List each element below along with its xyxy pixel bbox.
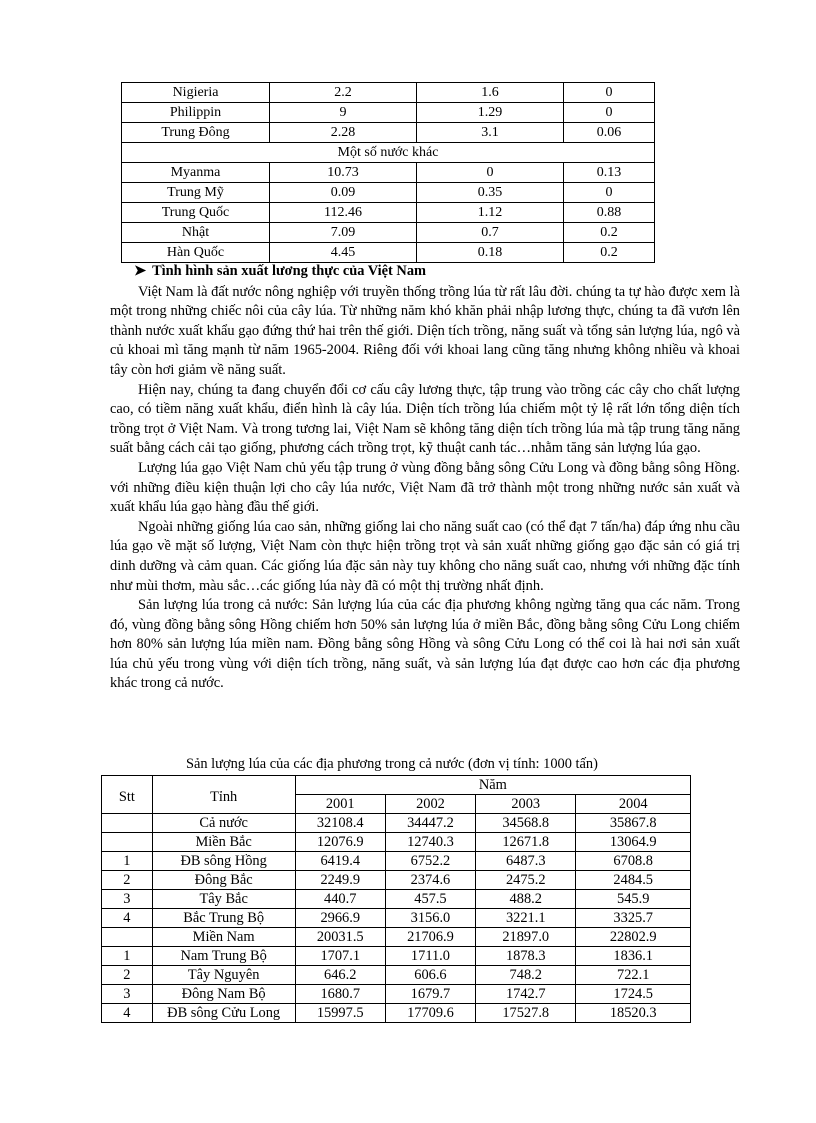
value-cell: 0.7 [417, 223, 564, 243]
table-row [102, 1004, 691, 1023]
value-cell: 1679.7 [385, 985, 475, 1004]
country-cell: Trung Quốc [122, 203, 270, 223]
export-import-table [121, 82, 655, 263]
value-cell: 12076.9 [295, 833, 385, 852]
production-table-caption: Sản lượng lúa của các địa phương trong cả nước (đơn vị tính: 1000 tấn) [186, 756, 598, 772]
value-cell: 2249.9 [295, 871, 385, 890]
paragraph-3: Lượng lúa gạo Việt Nam chủ yếu tập trung ở vùng đồng bằng sông Cửu Long và đồng bằng sông Hồng. với những điều kiện thuận lợi cho cây lúa nước, Việt Nam đã trở thành một trong những nước sản xuất và xuất khẩu lúa gạo hàng đầu thế giới. [110, 459, 740, 516]
stt-cell: 4 [102, 909, 153, 928]
table-row [122, 243, 655, 263]
paragraph-4: Ngoài những giống lúa cao sản, những giống lai cho năng suất cao (có thể đạt 7 tấn/ha) đáp ứng nhu cầu lúa gạo về mặt số lượng, Việt Nam còn thực hiện trồng trọt và sản xuất những giống gạo đặc sản có giá trị dinh dưỡng và cảm quan. Các giống lúa đặc sản này tuy không cho năng suất cao, nhưng với những đặc tính như mùi thơm, màu sắc…các giống lúa này đã có một thị trường nhất định. [110, 518, 740, 594]
value-cell: 1724.5 [576, 985, 691, 1004]
value-cell: 34568.8 [476, 814, 576, 833]
export-import-table-body [122, 83, 655, 263]
table-row [122, 163, 655, 183]
paragraph-2: Hiện nay, chúng ta đang chuyển đổi cơ cấu cây lương thực, tập trung vào trồng các cây cho chất lượng cao, có tiềm năng xuất khẩu, điển hình là cây lúa. Diện tích trồng lúa chiếm một tỷ lệ rất lớn tổng diện tích trồng trọt ở Việt Nam. Và trong tương lai, Việt Nam sẽ không tăng diện tích trồng lúa mà tập trung tăng năng suất bằng cách cải tạo giống, phương cách trồng trọt, kỹ thuật canh tác…nhằm tăng sản lượng lúa gạo. [110, 381, 740, 457]
header-stt: Stt [102, 776, 153, 814]
province-cell: Nam Trung Bộ [152, 947, 295, 966]
province-cell: ĐB sông Hồng [152, 852, 295, 871]
value-cell: 0.2 [564, 223, 655, 243]
header-year: 2002 [385, 795, 475, 814]
value-cell: 0 [417, 163, 564, 183]
country-cell: Hàn Quốc [122, 243, 270, 263]
value-cell: 722.1 [576, 966, 691, 985]
value-cell: 0.2 [564, 243, 655, 263]
value-cell: 0.35 [417, 183, 564, 203]
value-cell: 0.13 [564, 163, 655, 183]
table-row [122, 143, 655, 163]
value-cell: 6487.3 [476, 852, 576, 871]
stt-cell: 1 [102, 947, 153, 966]
stt-cell: 2 [102, 966, 153, 985]
value-cell: 32108.4 [295, 814, 385, 833]
value-cell: 17709.6 [385, 1004, 475, 1023]
stt-cell: 1 [102, 852, 153, 871]
table-row [102, 947, 691, 966]
header-year: 2003 [476, 795, 576, 814]
value-cell: 6419.4 [295, 852, 385, 871]
country-cell: Nhật [122, 223, 270, 243]
value-cell: 646.2 [295, 966, 385, 985]
value-cell: 606.6 [385, 966, 475, 985]
value-cell: 2475.2 [476, 871, 576, 890]
stt-cell: 2 [102, 871, 153, 890]
value-cell: 0.06 [564, 123, 655, 143]
province-cell: Cả nước [152, 814, 295, 833]
country-cell: Trung Đông [122, 123, 270, 143]
value-cell: 21897.0 [476, 928, 576, 947]
value-cell: 17527.8 [476, 1004, 576, 1023]
header-tinh: Tỉnh [152, 776, 295, 814]
header-year: 2001 [295, 795, 385, 814]
province-cell: Tây Nguyên [152, 966, 295, 985]
table-row [102, 966, 691, 985]
table-row [122, 103, 655, 123]
value-cell: 0 [564, 103, 655, 123]
table-row [102, 833, 691, 852]
province-cell: Đông Nam Bộ [152, 985, 295, 1004]
value-cell: 0.88 [564, 203, 655, 223]
value-cell: 3.1 [417, 123, 564, 143]
table-row [102, 928, 691, 947]
value-cell: 22802.9 [576, 928, 691, 947]
value-cell: 9 [270, 103, 417, 123]
stt-cell [102, 928, 153, 947]
table-row [122, 203, 655, 223]
paragraph-5: Sản lượng lúa trong cả nước: Sản lượng lúa của các địa phương không ngừng tăng qua các năm. Trong đó, vùng đồng bằng sông Hồng chiếm hơn 50% sản lượng lúa ở miền Bắc, đồng bằng sông Cửu Long chiếm hơn 80% sản lượng lúa miền nam. Đồng bằng sông Hồng và sông Cửu Long có thể coi là hai nơi sản xuất lúa chủ yếu trong vùng với diện tích trồng, năng suất, và sản lượng lúa đạt được cao hơn các địa phương khác trong cả nước. [110, 597, 740, 692]
country-cell: Myanma [122, 163, 270, 183]
value-cell: 1680.7 [295, 985, 385, 1004]
header-nam: Năm [295, 776, 690, 795]
table-row [102, 909, 691, 928]
value-cell: 10.73 [270, 163, 417, 183]
value-cell: 0.09 [270, 183, 417, 203]
table-row [122, 83, 655, 103]
value-cell: 2374.6 [385, 871, 475, 890]
country-cell: Nigieria [122, 83, 270, 103]
value-cell: 457.5 [385, 890, 475, 909]
stt-cell [102, 814, 153, 833]
country-cell: Philippin [122, 103, 270, 123]
value-cell: 3156.0 [385, 909, 475, 928]
vietnam-food-section [110, 262, 740, 694]
value-cell: 440.7 [295, 890, 385, 909]
province-cell: Đông Bắc [152, 871, 295, 890]
value-cell: 1.12 [417, 203, 564, 223]
value-cell: 6708.8 [576, 852, 691, 871]
value-cell: 748.2 [476, 966, 576, 985]
value-cell: 1711.0 [385, 947, 475, 966]
value-cell: 1.6 [417, 83, 564, 103]
table-row [102, 871, 691, 890]
table-row [102, 985, 691, 1004]
table-row [122, 223, 655, 243]
section-heading [134, 262, 740, 282]
arrow-bullet-icon: ➤ [134, 263, 147, 279]
value-cell: 34447.2 [385, 814, 475, 833]
value-cell: 2.28 [270, 123, 417, 143]
section-heading-text: Tình hình sản xuất lương thực của Việt Nam [152, 263, 426, 279]
value-cell: 0 [564, 83, 655, 103]
value-cell: 20031.5 [295, 928, 385, 947]
table-row [102, 852, 691, 871]
table-header-row [102, 776, 691, 795]
table-row [122, 183, 655, 203]
table-section-label: Một số nước khác [122, 143, 655, 163]
value-cell: 6752.2 [385, 852, 475, 871]
stt-cell [102, 833, 153, 852]
rice-production-table [101, 775, 691, 1023]
value-cell: 0 [564, 183, 655, 203]
province-cell: ĐB sông Cửu Long [152, 1004, 295, 1023]
province-cell: Bắc Trung Bộ [152, 909, 295, 928]
value-cell: 18520.3 [576, 1004, 691, 1023]
value-cell: 2484.5 [576, 871, 691, 890]
value-cell: 1742.7 [476, 985, 576, 1004]
value-cell: 12740.3 [385, 833, 475, 852]
value-cell: 488.2 [476, 890, 576, 909]
header-year: 2004 [576, 795, 691, 814]
province-cell: Miền Bắc [152, 833, 295, 852]
value-cell: 35867.8 [576, 814, 691, 833]
province-cell: Miền Nam [152, 928, 295, 947]
paragraph-1: Việt Nam là đất nước nông nghiệp với truyền thống trồng lúa từ rất lâu đời. chúng ta tự hào được xem là một trong những chiếc nôi của cây lúa. Từ những năm khó khăn phải nhập lương thực, chúng ta đã vươn lên thành nước xuất khẩu gạo đứng thứ hai trên thế giới. Diện tích trồng, năng suất và tổng sản lượng lúa, ngô và củ khoai mì tăng mạnh từ năm 1965-2004. Riêng đối với khoai lang cũng tăng nhưng không nhiều và khoai tây còn hơi giảm về năng suất. [110, 283, 740, 378]
rice-production-table-body [102, 814, 691, 1023]
value-cell: 2966.9 [295, 909, 385, 928]
value-cell: 7.09 [270, 223, 417, 243]
value-cell: 12671.8 [476, 833, 576, 852]
stt-cell: 3 [102, 985, 153, 1004]
value-cell: 3325.7 [576, 909, 691, 928]
stt-cell: 4 [102, 1004, 153, 1023]
province-cell: Tây Bắc [152, 890, 295, 909]
value-cell: 13064.9 [576, 833, 691, 852]
stt-cell: 3 [102, 890, 153, 909]
country-cell: Trung Mỹ [122, 183, 270, 203]
table-row [122, 123, 655, 143]
value-cell: 1707.1 [295, 947, 385, 966]
value-cell: 1878.3 [476, 947, 576, 966]
table-row [102, 890, 691, 909]
value-cell: 15997.5 [295, 1004, 385, 1023]
value-cell: 112.46 [270, 203, 417, 223]
value-cell: 0.18 [417, 243, 564, 263]
value-cell: 545.9 [576, 890, 691, 909]
value-cell: 21706.9 [385, 928, 475, 947]
value-cell: 2.2 [270, 83, 417, 103]
table-row [102, 814, 691, 833]
value-cell: 3221.1 [476, 909, 576, 928]
value-cell: 4.45 [270, 243, 417, 263]
value-cell: 1.29 [417, 103, 564, 123]
value-cell: 1836.1 [576, 947, 691, 966]
